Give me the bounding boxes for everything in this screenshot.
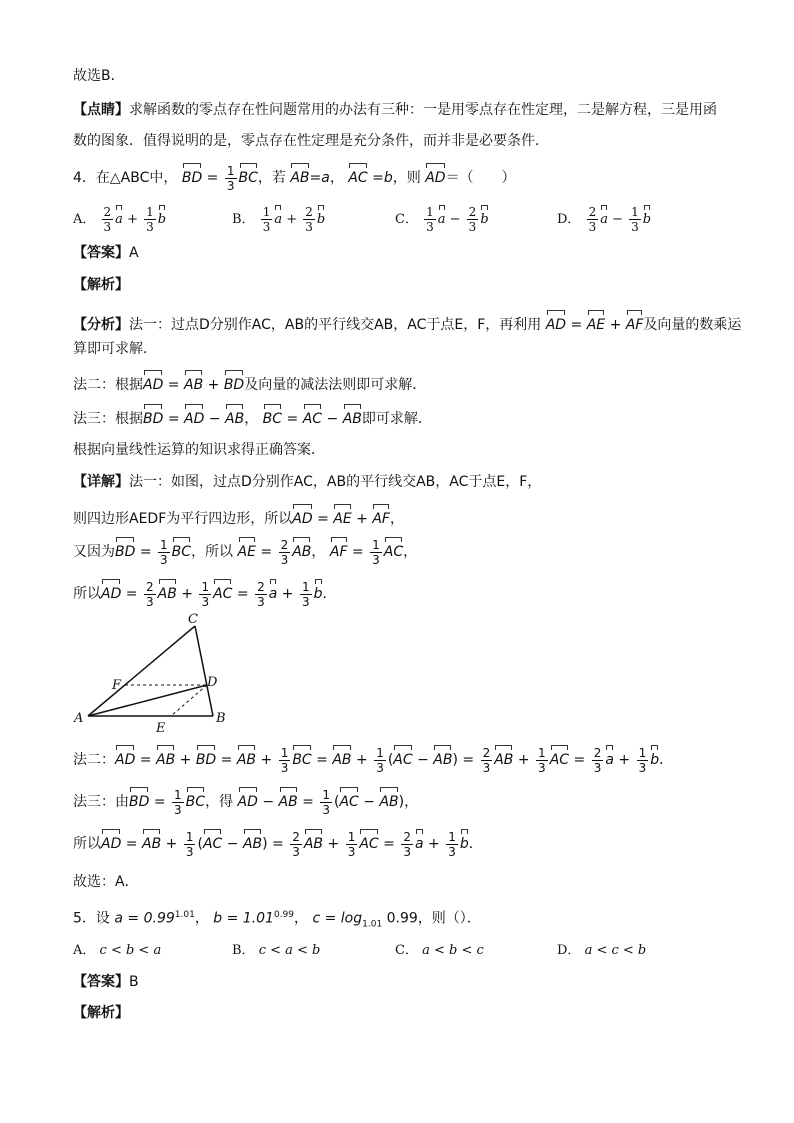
answer-4: 【答案】A	[73, 245, 139, 261]
question-4: 4．在△ABC中， BD = $\frac{1}{3}$ BC，若 AB=a， AC =b，则 AD＝（ ）	[73, 163, 516, 193]
option-5c: C． a < b < c	[395, 943, 484, 958]
choice-line: 故选B．	[73, 68, 125, 84]
label-A: A	[74, 711, 84, 726]
label-E: E	[156, 721, 166, 735]
dianjing-label: 【点睛】	[73, 102, 129, 118]
question-5: 5．设 $a = 0.99^{1.01}$， $b = 1.01^{0.99}$， $c = \log_{1.01} 0.99$，则（）．	[73, 910, 481, 930]
xiangjie-line-2: 则四边形AEDF为平行四边形，所以AD = AE + AF，	[73, 503, 404, 529]
option-5b: B． c < a < b	[232, 943, 321, 958]
fenxi-line: 【分析】法一：过点D分别作AC，AB的平行线交AB，AC于点E，F，再利用 AD = AE + AF及向量的数乘运	[73, 309, 741, 335]
xiangjie-line-3: 又因为BD = $\frac{1}{3}$ BC，所以 AE = $\frac{2}{3}$ AB， AF = $\frac{1}{3}$ AC，	[73, 537, 418, 567]
method-2-line: 法二：根据AD = AB + BD及向量的减法法则即可求解．	[73, 369, 426, 395]
triangle-figure	[70, 610, 240, 735]
option-4c: C． $\frac{1}{3}$ a − $\frac{2}{3}$ b	[395, 205, 489, 234]
choice-line-2: 故选：A．	[73, 874, 139, 890]
method-3-line: 法三：根据BD = AD − AB， BC = AC − AB即可求解．	[73, 403, 432, 429]
fenxi-line-2: 算即可求解．	[73, 341, 157, 357]
method-2-detail: 法二：AD = AB + BD = AB + $\frac{1}{3}$ BC = AB + $\frac{1}{3}$ (AC − AB) = $\frac{2}{3}$ AB + $\frac{1}{3}$ AC = $\frac{2}{3}$ a + $\frac{1}{3}$ b．	[73, 745, 674, 775]
segment-CB	[195, 626, 213, 716]
dianjing-line: 【点睛】求解函数的零点存在性问题常用的办法有三种：一是用零点存在性定理，二是解方程，三是用函	[73, 102, 717, 118]
jiexi-label-2: 【解析】	[73, 1005, 129, 1021]
option-4a: A． $\frac{2}{3}$ a + $\frac{1}{3}$ b	[73, 205, 167, 234]
xiangjie-line: 【详解】法一：如图，过点D分别作AC，AB的平行线交AB，AC于点E，F，	[73, 474, 542, 490]
fraction: $\frac{1}{3}$	[226, 163, 235, 193]
jiexi-label: 【解析】	[73, 277, 129, 293]
vector-BD: BD	[182, 162, 202, 188]
option-5a: A． c < b < a	[73, 943, 162, 958]
vector-BC: BC	[239, 162, 258, 188]
option-4b: B． $\frac{1}{3}$ a + $\frac{2}{3}$ b	[232, 205, 326, 234]
xiangjie-line-4: 所以AD = $\frac{2}{3}$ AB + $\frac{1}{3}$ AC = $\frac{2}{3}$ a + $\frac{1}{3}$ b．	[73, 579, 337, 609]
label-B: B	[216, 711, 226, 726]
label-F: F	[112, 678, 122, 693]
label-C: C	[188, 612, 198, 627]
method-3-detail-2: 所以AD = AB + $\frac{1}{3}$ (AC − AB) = $\frac{2}{3}$ AB + $\frac{1}{3}$ AC = $\frac{2}{3}$ a + $\frac{1}{3}$ b．	[73, 829, 483, 859]
answer-5: 【答案】B	[73, 974, 139, 990]
option-5d: D． a < c < b	[557, 943, 647, 958]
label-D: D	[207, 675, 218, 690]
general-line: 根据向量线性运算的知识求得正确答案．	[73, 442, 325, 458]
dianjing-line-2: 数的图象．值得说明的是，零点存在性定理是充分条件，而并非是必要条件．	[73, 133, 549, 149]
option-4d: D． $\frac{2}{3}$ a − $\frac{1}{3}$ b	[557, 205, 652, 234]
method-3-detail: 法三：由BD = $\frac{1}{3}$ BC，得 AD − AB = $\frac{1}{3}$ (AC − AB)，	[73, 787, 419, 817]
